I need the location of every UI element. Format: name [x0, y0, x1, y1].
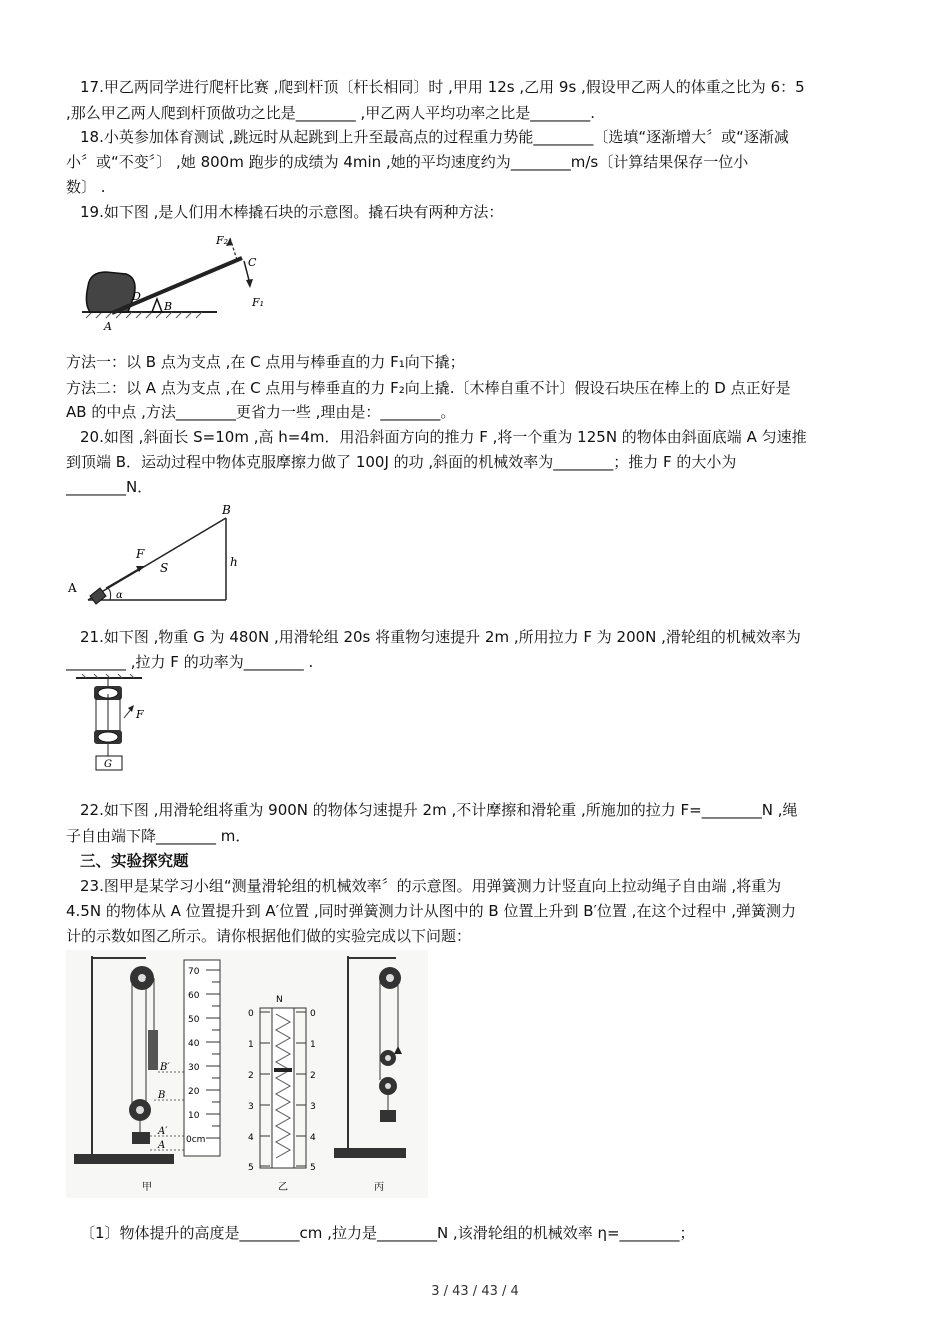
label-f: F: [136, 547, 145, 561]
meter-tick: 0: [310, 1009, 316, 1019]
meter-tick: 4: [310, 1133, 316, 1143]
section-title: 三、实验探究题: [80, 852, 189, 870]
ruler-tick: 20: [188, 1087, 200, 1097]
q19-method-2b: AB 的中点 ,方法________更省力一些 ,理由是：________。: [66, 403, 456, 421]
ruler-tick: 0cm: [186, 1135, 206, 1145]
q17-line-1: 17.甲乙两同学进行爬杆比赛 ,爬到杆顶〔杆长相同〕时 ,甲用 12s ,乙用 9s ,假设甲乙两人的体重之比为 6：5: [80, 78, 805, 96]
meter-tick: 2: [248, 1071, 254, 1081]
q22-line-2: 子自由端下降________ m．: [66, 827, 251, 845]
label-b: B: [158, 1090, 166, 1101]
incline-figure: [66, 500, 256, 608]
label-f1: F₁: [252, 296, 265, 309]
ruler-tick: 60: [188, 991, 200, 1001]
meter-unit: N: [276, 995, 283, 1005]
meter-tick: 1: [310, 1040, 316, 1050]
label-g: G: [104, 759, 112, 770]
label-d: D: [132, 290, 141, 303]
meter-tick: 4: [248, 1133, 254, 1143]
q22-line-1: 22.如下图 ,用滑轮组将重为 900N 的物体匀速提升 2m ,不计摩擦和滑轮重 ,所施加的拉力 F=________N ,绳: [80, 801, 798, 819]
caption-bing: 丙: [374, 1182, 384, 1193]
page-footer: 3 / 43 / 43 / 4: [431, 1284, 519, 1299]
q23-line-1: 23.图甲是某学习小组“测量滑轮组的机械效率〞的示意图。用弹簧测力计竖直向上拉动绳子自由端 ,将重为: [80, 877, 782, 895]
ruler-tick: 10: [188, 1111, 200, 1121]
q18-line-1: 18.小英参加体育测试 ,跳远时从起跳到上升至最高点的过程重力势能________〔选填“逐渐增大〞或“逐渐减: [80, 128, 789, 146]
meter-tick: 3: [310, 1102, 316, 1112]
caption-jia: 甲: [142, 1182, 152, 1193]
q23-line-3: 计的示数如图乙所示。请你根据他们做的实验完成以下问题：: [66, 927, 472, 945]
label-f2: F₂: [216, 234, 229, 247]
label-a-prime: A′: [158, 1126, 168, 1137]
q23-line-2: 4.5N 的物体从 A 位置提升到 A′位置 ,同时弹簧测力计从图中的 B 位置上升到 B′位置 ,在这个过程中 ,弹簧测力: [66, 902, 796, 920]
meter-tick: 5: [248, 1163, 254, 1173]
q18-line-3: 数〕 .: [66, 178, 106, 196]
label-b: B: [164, 300, 173, 313]
ruler-tick: 50: [188, 1015, 200, 1025]
label-a: A: [68, 581, 77, 595]
q23-sub-1: 〔1〕物体提升的高度是________cm ,拉力是________N ,该滑轮组的机械效率 η=________；: [80, 1224, 695, 1242]
label-b-prime: B′: [160, 1062, 170, 1073]
pulley-figure-21: [72, 674, 162, 776]
label-a: A: [104, 320, 112, 333]
q19-method-1: 方法一：以 B 点为支点 ,在 C 点用与棒垂直的力 F₁向下撬；: [66, 353, 465, 371]
label-b: B: [222, 503, 231, 517]
meter-tick: 0: [248, 1009, 254, 1019]
q20-line-3: ________N．: [66, 478, 153, 496]
q19-line-1: 19.如下图 ,是人们用木棒撬石块的示意图。撬石块有两种方法：: [80, 203, 504, 221]
caption-yi: 乙: [278, 1182, 288, 1193]
q21-line-2: ________ ,拉力 F 的功率为________ .: [66, 653, 314, 671]
q20-line-2: 到顶端 B．运动过程中物体克服摩擦力做了 100J 的功 ,斜面的机械效率为________；推力 F 的大小为: [66, 453, 737, 471]
label-alpha: α: [116, 590, 123, 601]
ruler-tick: 30: [188, 1063, 200, 1073]
label-s: S: [160, 561, 169, 575]
ruler-tick: 40: [188, 1039, 200, 1049]
label-h: h: [230, 555, 238, 569]
label-f: F: [136, 708, 144, 721]
label-a: A: [158, 1140, 166, 1151]
q21-line-1: 21.如下图 ,物重 G 为 480N ,用滑轮组 20s 将重物匀速提升 2m ,所用拉力 F 为 200N ,滑轮组的机械效率为: [80, 628, 801, 646]
q20-line-1: 20.如图 ,斜面长 S=10m ,高 h=4m．用沿斜面方向的推力 F ,将一个重为 125N 的物体由斜面底端 A 匀速推: [80, 428, 807, 446]
q19-method-2a: 方法二：以 A 点为支点 ,在 C 点用与棒垂直的力 F₂向上撬.〔木棒自重不计〕假设石块压在棒上的 D 点正好是: [66, 379, 791, 397]
meter-tick: 3: [248, 1102, 254, 1112]
label-c: C: [248, 256, 257, 269]
lever-figure: [82, 226, 272, 344]
meter-tick: 2: [310, 1071, 316, 1081]
meter-tick: 1: [248, 1040, 254, 1050]
q17-line-2: ,那么甲乙两人爬到杆顶做功之比是________ ,甲乙两人平均功率之比是________.: [66, 104, 596, 122]
meter-tick: 5: [310, 1163, 316, 1173]
experiment-figure: [66, 950, 428, 1198]
q18-line-2: 小〞或“不变〞〕 ,她 800m 跑步的成绩为 4min ,她的平均速度约为________m/s〔计算结果保存一位小: [66, 153, 749, 171]
ruler-tick: 70: [188, 967, 200, 977]
